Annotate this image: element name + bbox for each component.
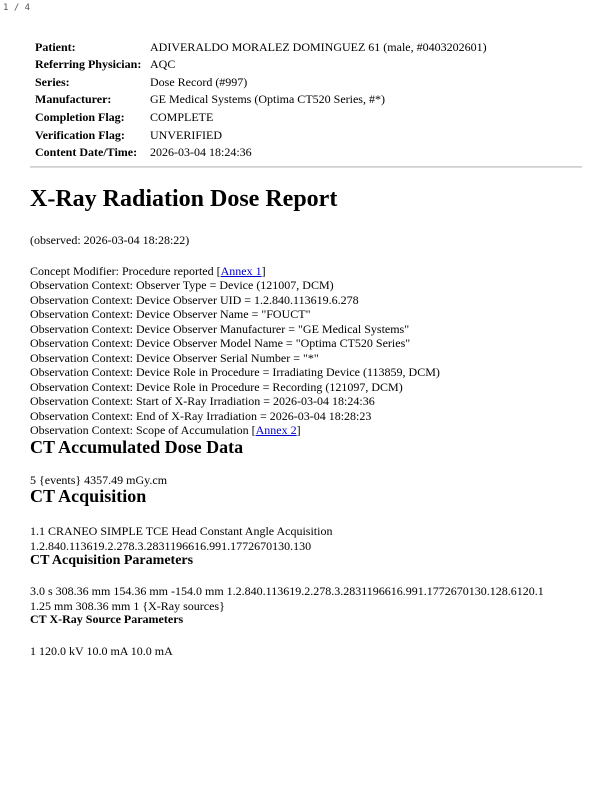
context-line: Observation Context: End of X-Ray Irradiation = 2026-03-04 18:28:23 [30, 408, 372, 423]
context-line: Observation Context: Device Observer Name = "FOUCT" [30, 307, 311, 322]
accumulated-dose-summary: 5 {events} 4357.49 mGy.cm [30, 472, 168, 487]
verification-flag-value: UNVERIFIED [150, 127, 222, 142]
report-title: X-Ray Radiation Dose Report [30, 186, 338, 213]
info-row-manufacturer [35, 91, 487, 109]
context-line: Observation Context: Device Role in Procedure = Irradiating Device (113859, DCM) [30, 365, 440, 380]
referring-physician-label: Referring Physician: [35, 57, 142, 72]
acquisition-parameters-line2: 1.25 mm 308.36 mm 1 {X-Ray sources} [30, 598, 225, 613]
xray-source-parameters-heading: CT X-Ray Source Parameters [30, 612, 184, 627]
accumulated-dose-heading: CT Accumulated Dose Data [30, 436, 244, 457]
manufacturer-value: GE Medical Systems (Optima CT520 Series, #*) [150, 92, 385, 107]
info-row-series [35, 73, 487, 91]
patient-info-table [35, 38, 487, 161]
ct-acquisition-heading: CT Acquisition [30, 486, 147, 507]
verification-flag-label: Verification Flag: [35, 127, 125, 142]
context-line: Observation Context: Device Observer UID = 1.2.840.113619.6.278 [30, 292, 359, 307]
patient-value: ADIVERALDO MORALEZ DOMINGUEZ 61 (male, #0403202601) [150, 39, 487, 54]
annex2-link[interactable]: Annex 2 [255, 423, 297, 438]
acquisition-description [30, 524, 582, 553]
header-divider [30, 166, 582, 168]
completion-flag-value: COMPLETE [150, 109, 214, 124]
info-row-verification-flag [35, 126, 487, 144]
context-line: Observation Context: Device Observer Serial Number = "*" [30, 350, 319, 365]
content-datetime-label: Content Date/Time: [35, 145, 138, 160]
context-line: Observation Context: Device Observer Manufacturer = "GE Medical Systems" [30, 321, 410, 336]
xray-source-parameters-line: 1 120.0 kV 10.0 mA 10.0 mA [30, 644, 173, 659]
annex1-link[interactable]: Annex 1 [220, 263, 262, 278]
acquisition-parameters [30, 584, 582, 613]
series-label: Series: [35, 74, 70, 89]
content-datetime-value: 2026-03-04 18:24:36 [150, 145, 252, 160]
acquisition-uid-line: 1.2.840.113619.2.278.3.2831196616.991.1772670130.130 [30, 538, 312, 553]
patient-label: Patient: [35, 39, 76, 54]
info-row-completion-flag [35, 108, 487, 126]
context-line: Observation Context: Device Role in Procedure = Recording (121097, DCM) [30, 379, 403, 394]
page-indicator: 1 / 4 [3, 3, 31, 13]
concept-modifier-text: Concept Modifier: Procedure reported [ [30, 263, 221, 278]
scope-text: Observation Context: Scope of Accumulation [ [30, 423, 256, 438]
completion-flag-label: Completion Flag: [35, 109, 125, 124]
scope-of-accumulation-line [30, 423, 582, 438]
info-row-patient [35, 38, 487, 56]
bracket-close: ] [261, 263, 266, 278]
observation-context-block [30, 264, 582, 438]
info-row-content-datetime [35, 144, 487, 162]
manufacturer-label: Manufacturer: [35, 92, 112, 107]
context-line: Observation Context: Device Observer Model Name = "Optima CT520 Series" [30, 336, 411, 351]
acquisition-title-line: 1.1 CRANEO SIMPLE TCE Head Constant Angle Acquisition [30, 524, 333, 539]
context-line: Observation Context: Observer Type = Device (121007, DCM) [30, 278, 334, 293]
observed-timestamp: (observed: 2026-03-04 18:28:22) [30, 233, 190, 248]
bracket-close: ] [296, 423, 301, 438]
acquisition-parameters-line1: 3.0 s 308.36 mm 154.36 mm -154.0 mm 1.2.840.113619.2.278.3.2831196616.991.1772670130.128.6120.1 [30, 584, 544, 599]
context-line: Observation Context: Start of X-Ray Irradiation = 2026-03-04 18:24:36 [30, 394, 375, 409]
series-value: Dose Record (#997) [150, 74, 248, 89]
concept-modifier-line [30, 264, 582, 279]
acquisition-parameters-heading: CT Acquisition Parameters [30, 553, 194, 569]
info-row-referring-physician [35, 56, 487, 74]
referring-physician-value: AQC [150, 57, 176, 72]
